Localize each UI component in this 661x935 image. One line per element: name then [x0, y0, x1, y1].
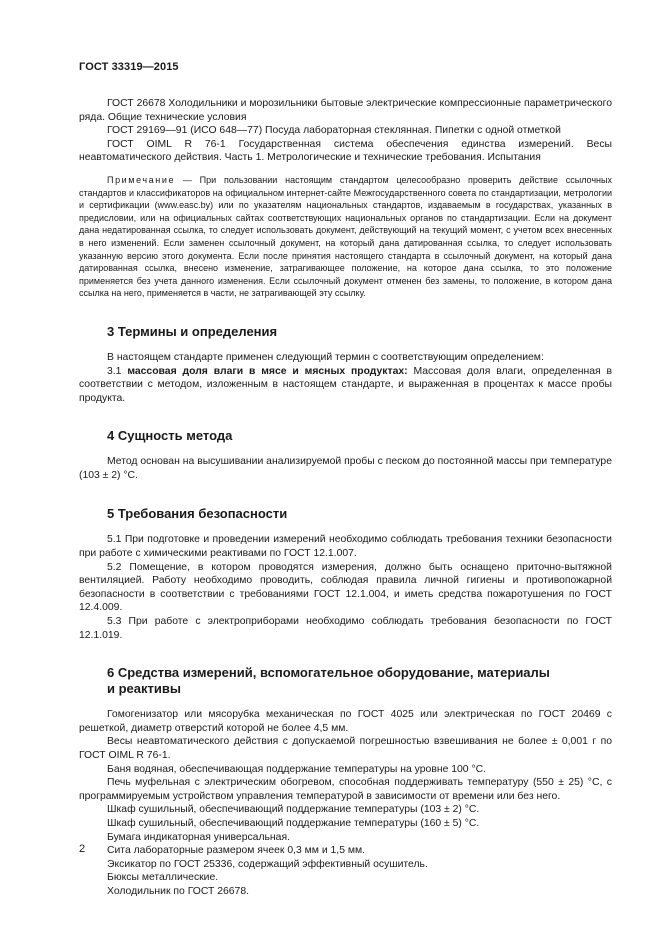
equipment-item: Гомогенизатор или мясорубка механическая по ГОСТ 4025 или электрическая по ГОСТ 20469 с решеткой, диаметр отверстий которой не более 4,5 мм.: [79, 709, 612, 734]
equipment-item: Бумага индикаторная универсальная.: [107, 831, 290, 843]
section-3-intro: В настоящем стандарте применен следующий термин с соответствующим определением:: [107, 351, 544, 363]
reference-item: ГОСТ 26678 Холодильники и морозильники бытовые электрические компрессионные параметрического ряда. Общие технические условия: [79, 98, 612, 123]
equipment-item: Шкаф сушильный, обеспечивающий поддержание температуры (103 ± 2) °С.: [107, 804, 480, 816]
section-5-title: 5 Требования безопасности: [107, 506, 288, 522]
section-6-title-line1: 6 Средства измерений, вспомогательное оборудование, материалы: [107, 665, 550, 681]
equipment-item: Эксикатор по ГОСТ 25336, содержащий эффективный осушитель.: [107, 858, 428, 870]
section-4-title: 4 Сущность метода: [107, 428, 233, 444]
equipment-item: Бюксы металлические.: [107, 872, 219, 884]
references-note: [79, 174, 612, 300]
reference-item: ГОСТ OIML R 76-1 Государственная система обеспечения единства измерений. Весы неавтоматического действия. Часть 1. Метрологические и технические требования. Испытания: [79, 138, 612, 164]
equipment-item: Холодильник по ГОСТ 26678.: [107, 885, 250, 897]
page-content: [79, 97, 612, 899]
page-number: 2: [79, 843, 86, 855]
safety-clause-5-2: 5.2 Помещение, в котором проводятся измерения, должно быть оснащено приточно-вытяжной вентиляцией. Работу необходимо проводить, соблюдая правила личной гигиены и противопожарной безопасности в соответствии с требованиями ГОСТ 12.1.004, и иметь средства пожаротушения по ГОСТ 12.4.009.: [79, 561, 612, 614]
equipment-item: Сита лабораторные размером ячеек 0,3 мм и 1,5 мм.: [107, 845, 366, 857]
document-code-header: ГОСТ 33319—2015: [79, 61, 179, 73]
reference-item: ГОСТ 29169—91 (ИСО 648—77) Посуда лабораторная стеклянная. Пипетки с одной отметкой: [107, 125, 561, 137]
note-label: Примечание: [107, 174, 176, 185]
term-definition: [79, 365, 612, 406]
section-4-text: Метод основан на высушивании анализируемой пробы с песком до постоянной массы при температуре (103 ± 2) °С.: [79, 456, 612, 481]
term-name: массовая доля влаги в мясе и мясных продуктах:: [127, 365, 408, 377]
safety-clause-5-3: 5.3 При работе с электроприборами необходимо соблюдать требования безопасности по ГОСТ 12.1.019.: [79, 616, 612, 641]
safety-clause-5-1: 5.1 При подготовке и проведении измерений необходимо соблюдать требования техники безопасности при работе с химическими реактивами по ГОСТ 12.1.007.: [79, 534, 612, 560]
equipment-item: Баня водяная, обеспечивающая поддержание температуры на уровне 100 °С.: [107, 763, 487, 775]
equipment-item: Шкаф сушильный, обеспечивающий поддержание температуры (160 ± 5) °С.: [107, 817, 480, 829]
note-text: — При пользовании настоящим стандартом целесообразно проверить действие ссылочных стандартов и классификаторов на официальном интернет-сайте Межгосударственного совета по стандартизации, метрологии и сертификации (www.easc.by) или по указателям национальных стандартов, издаваемым в государствах, указанных в предисловии, или на официальных сайтах соответствующих национальных органов по стандартизации. Если на документ дана недатированная ссылка, то следует использовать документ, действующий на текущий момент, с учетом всех внесенных в него изменений. Если заменен ссылочный документ, на который дана датированная ссылка, то следует использовать указанную версию этого документа. Если после принятия настоящего стандарта в ссылочный документ, на который дана датированная ссылка, внесено изменение, затрагивающее положение, на которое дана ссылка, то это положение применяется без учета данного изменения. Если ссылочный документ отменен без замены, то положение, в котором дана ссылка на него, применяется в части, не затрагивающей эту ссылку.: [79, 174, 612, 299]
section-6-title: [79, 665, 612, 697]
term-number: 3.1: [107, 365, 122, 377]
equipment-list: [79, 708, 612, 898]
equipment-item: Весы неавтоматического действия с допускаемой погрешностью взвешивания не более ± 0,001 г по ГОСТ OIML R 76-1.: [79, 736, 612, 761]
term-definition-text: Массовая доля влаги, определенная в соответствии с методом, изложенным в настоящем стандарте, и выраженная в процентах к массе пробы продукта.: [79, 365, 613, 404]
section-6-title-line2: и реактивы: [107, 681, 181, 697]
equipment-item: Печь муфельная с электрическим обогревом, способная поддерживать температуру (550 ± 25) °С, с программируемым устройством управления температурой в зависимости от времени или без него.: [79, 777, 612, 802]
normative-references-list: [79, 97, 612, 165]
section-3-title: 3 Термины и определения: [107, 323, 278, 339]
